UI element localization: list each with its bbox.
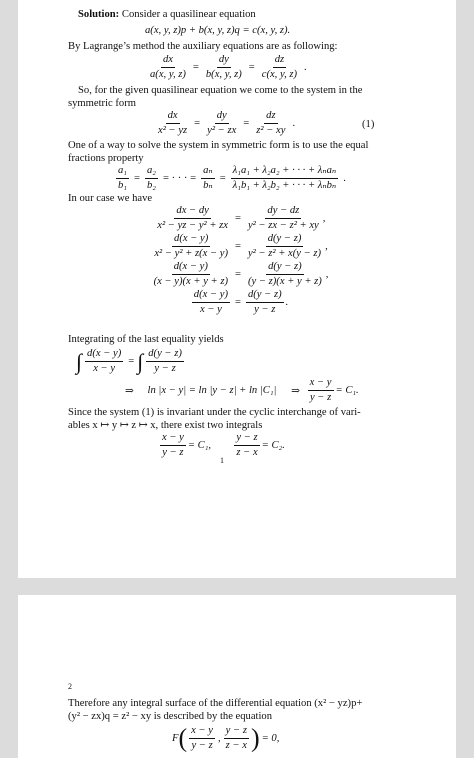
aux-den-2: b(x, y, z) [205, 69, 242, 80]
page-number-1: 1 [220, 456, 224, 465]
case-left-den: x − y [199, 304, 222, 315]
therefore-line-2: (y² − zx)q = z² − xy is described by the equation [68, 711, 273, 722]
solution-heading [78, 8, 256, 21]
int1-den: y − z [162, 447, 184, 458]
case-row-end: , [325, 240, 328, 252]
case-row-end: , [322, 212, 326, 224]
case-row-end: , [325, 268, 329, 280]
aux-den-3: c(x, y, z) [261, 69, 298, 80]
int1-rhs: = C₁, [187, 440, 212, 451]
case-left-num: dx − dy [174, 205, 210, 219]
implies-arrow: ⇒ [125, 385, 134, 397]
c1-den: y − z [309, 392, 332, 403]
prop-lambda-num: λ₁a₁ + λ₂a₂ + · · · + λₙaₙ [231, 165, 339, 179]
case-right-den: y² − zx − z² + xy [247, 220, 319, 231]
prop-num-n: aₙ [201, 165, 215, 179]
so-line-2: symmetric form [68, 98, 136, 109]
prop-den-n: bₙ [203, 180, 213, 191]
sym-den-1: x² − yz [158, 125, 188, 136]
prop-den-2: b₂ [146, 180, 156, 191]
case-row: $\frac{d(x - y)}{x - y}$ = $\frac{d(y - z)}{y - z}$ . [193, 289, 289, 315]
one-way-line-2: fractions property [68, 153, 144, 164]
case-row: $\frac{d(x - y)}{(x - y)(x + y + z)}$ = $\frac{d(y - z)}{(y - z)(x + y + z)}$ , [153, 261, 329, 287]
case-row: $\frac{d(x - y)}{\text{x² − y² + z(x − y)}}$ = $\frac{d(y - z)}{\text{y² − z² + x(y − z)}}$ , [154, 233, 328, 259]
two-integrals [158, 432, 285, 459]
one-way-line-1: One of a way to solve the system in symmetric form is to use the equal [68, 140, 369, 151]
case-right-num: d(y − z) [266, 233, 304, 247]
so-line-1: So, for the given quasilinear equation we come to the system in the [78, 85, 363, 96]
auxiliary-equations: $\frac{dx}{a(x, y, z)}$ = $\frac{dy}{b(x, y, z)}$ = $\frac{dz}{c(x, y, z)}$ . [150, 54, 307, 80]
since-line-2: ables x ↦ y ↦ z ↦ x, there exist two integrals [68, 420, 263, 431]
final-rhs: = 0, [261, 733, 280, 744]
aux-num-1: dx [161, 54, 175, 68]
integral-right-num: d(y − z) [146, 348, 184, 362]
case-row: $\frac{dx - dy}{\text{x² − yz − y² + zx}}$ = $\frac{dy - dz}{\text{y² − zx − z² + xy}}$ , [157, 205, 326, 231]
case-left-den: x² − y² + z(x − y) [154, 248, 228, 259]
sym-den-3: z² − xy [256, 125, 286, 136]
symmetric-system: $\frac{dx}{\text{x² − yz}}$ = $\frac{dy}{\text{y² − zx}}$ = $\frac{dz}{\text{z² − xy}}$ . [158, 110, 296, 136]
final-f: F [172, 733, 179, 744]
equal-fractions-property: $\frac{\text{a₁}}{\text{b₁}}$ = $\frac{\text{a₂}}{\text{b₂}}$ = · · · = $\frac{\text{aₙ}}{\text{bₙ}}$ = $\frac{\text{λ₁a₁ + λ₂a₂ + · · · + λₙaₙ}}{\text{λ₁b₁ + λ₂b₂ + · · · + λₙbₙ}}$ . [118, 165, 346, 191]
integral-equation: ∫ $\frac{d(x - y)}{x - y}$ = ∫ $\frac{d(y - z)}{y - z}$ [76, 348, 182, 374]
prop-lambda-den: λ₁b₁ + λ₂b₂ + · · · + λₙbₙ [232, 180, 337, 191]
int2-den: z − x [236, 447, 258, 458]
solution-label: Solution: [78, 9, 120, 20]
case-right-den: y − z [254, 304, 276, 315]
equation-tag-1: (1) [362, 119, 375, 130]
aux-den-1: a(x, y, z) [150, 69, 186, 80]
page-number-2: 2 [68, 682, 72, 691]
final-num-1: x − y [189, 725, 215, 739]
c1-rhs: = C₁. [335, 385, 359, 396]
final-den-2: z − x [225, 740, 247, 751]
case-right-num: d(y − z) [266, 261, 304, 275]
our-case-line: In our case we have [68, 193, 153, 204]
c1-num: x − y [308, 377, 334, 391]
case-right-den: y² − z² + x(y − z) [247, 248, 322, 259]
int1-num: x − y [160, 432, 186, 446]
integral-left-den: x − y [93, 363, 116, 374]
prop-dots: = · · · = [162, 173, 197, 184]
prop-num-2: a₂ [145, 165, 158, 179]
final-equation: F( $\frac{x - y}{y - z}$ , $\frac{y - z}{z - x}$ ) = 0, [172, 723, 280, 753]
therefore-line-1: Therefore any integral surface of the differential equation (x² − yz)p+ [68, 698, 363, 709]
log-equation: ln |x − y| = ln |y − z| + ln |C₁| [147, 385, 277, 396]
sym-den-2: y² − zx [207, 125, 237, 136]
case-right-den: (y − z)(x + y + z) [247, 276, 322, 287]
sym-num-1: dx [166, 110, 180, 124]
solution-text: Consider a quasilinear equation [121, 9, 256, 20]
int2-num: y − z [234, 432, 259, 446]
case-left-den: (x − y)(x + y + z) [153, 276, 228, 287]
page-2 [18, 595, 456, 758]
final-den-1: y − z [191, 740, 213, 751]
sym-num-2: dy [215, 110, 229, 124]
case-left-den: x² − yz − y² + zx [157, 220, 228, 231]
prop-den-1: b₁ [118, 180, 127, 191]
final-num-2: y − z [224, 725, 249, 739]
sym-num-3: dz [264, 110, 277, 124]
case-row-end: . [285, 296, 289, 308]
aux-num-3: dz [273, 54, 286, 68]
log-implication: ⇒ ln |x − y| = ln |y − z| + ln |C₁| ⇒ $\frac{x - y}{y - z}$ = C₁. [125, 377, 359, 403]
case-left-num: d(x − y) [192, 289, 230, 303]
since-line-1: Since the system (1) is invariant under the cyclic interchange of vari- [68, 407, 361, 418]
case-right-num: d(y − z) [246, 289, 284, 303]
prop-num-1: a₁ [116, 165, 129, 179]
aux-num-2: dy [217, 54, 231, 68]
case-left-num: d(x − y) [172, 261, 210, 275]
lagrange-line: By Lagrange’s method the auxiliary equations are as following: [68, 41, 338, 52]
case-right-num: dy − dz [265, 205, 301, 219]
main-equation: a(x, y, z)p + b(x, y, z)q = c(x, y, z). [145, 25, 291, 36]
integral-right-den: y − z [154, 363, 176, 374]
integrating-line: Integrating of the last equality yields [68, 334, 224, 345]
page-1 [18, 0, 456, 578]
case-left-num: d(x − y) [172, 233, 210, 247]
int2-rhs: = C₂. [261, 440, 285, 451]
integral-left-num: d(x − y) [85, 348, 123, 362]
